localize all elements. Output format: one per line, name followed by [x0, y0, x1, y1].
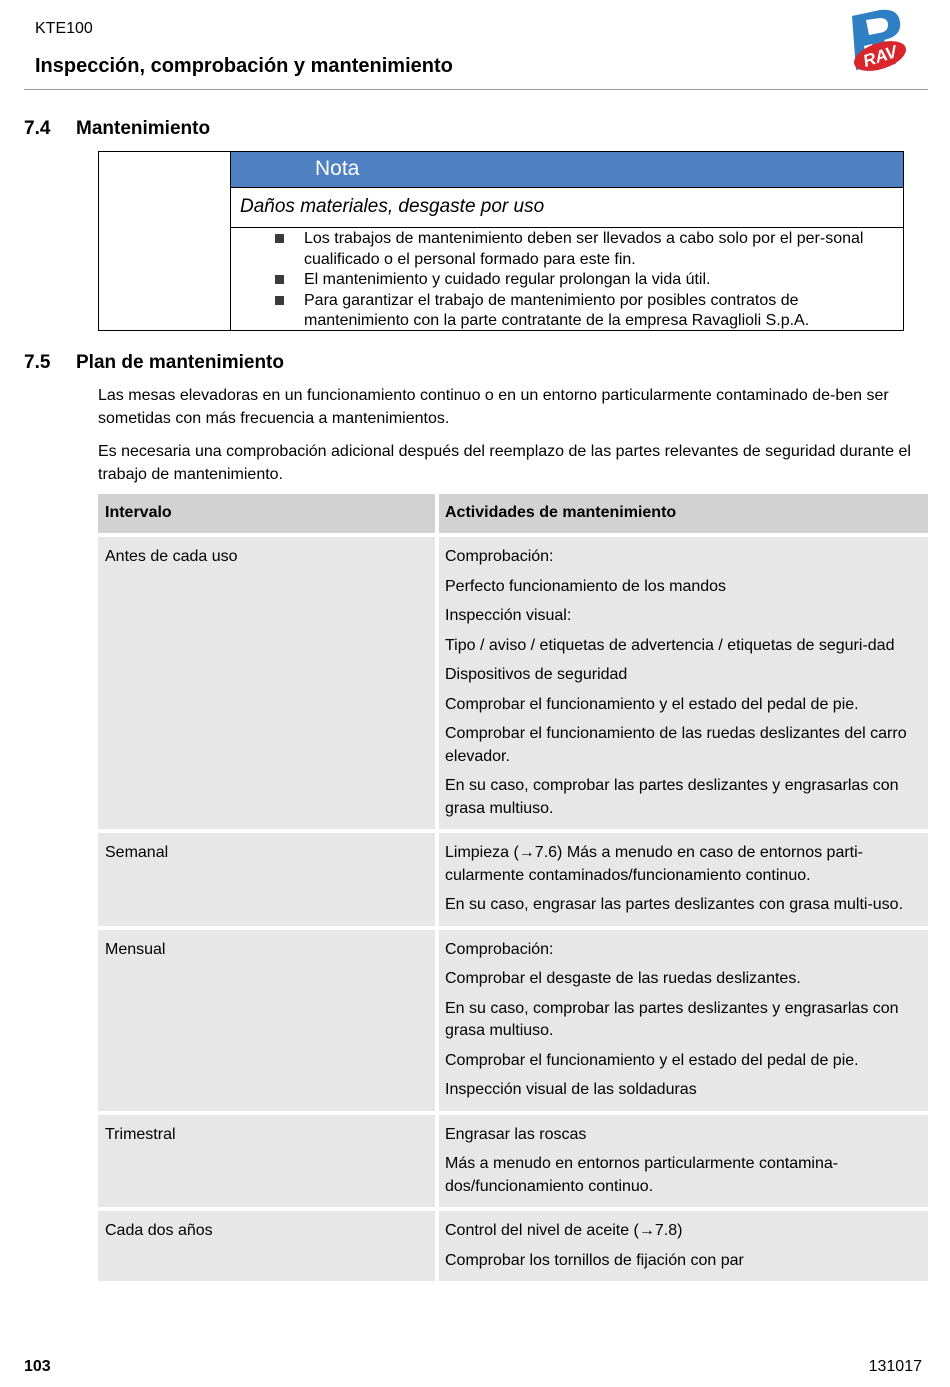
document-code: 131017 — [868, 1358, 922, 1375]
table-row — [98, 1211, 928, 1281]
note-subtitle — [231, 188, 903, 228]
activity-item: Comprobar los tornillos de fijación con par — [445, 1251, 744, 1269]
activity-item: Comprobación: — [445, 548, 554, 565]
interval-cell: Trimestral — [98, 1115, 435, 1208]
note-list-item: Los trabajos de mantenimiento deben ser llevados a cabo solo por el per-sonal cualificado o el personal formado para este fin. — [231, 229, 903, 270]
column-header-interval: Intervalo — [98, 494, 435, 533]
table-header-row — [98, 494, 928, 533]
column-header-activities: Actividades de mantenimiento — [439, 494, 928, 533]
activities-cell — [439, 833, 928, 926]
interval-cell: Antes de cada uso — [98, 537, 435, 829]
logo-text: RAV — [860, 42, 900, 71]
activity-item: En su caso, engrasar las partes deslizantes con grasa multi-uso. — [445, 896, 904, 913]
activity-item: Engrasar las roscas — [445, 1125, 587, 1143]
activity-item: En su caso, comprobar las partes deslizantes y engrasarlas con grasa multiuso. — [445, 999, 899, 1039]
activity-item: Limpieza (→7.6) Más a menudo en caso de entornos parti-cularmente contaminados/funcionamiento continuo. — [445, 844, 863, 884]
section-number: 7.5 — [24, 352, 51, 373]
note-header — [231, 152, 903, 188]
note-list-item: El mantenimiento y cuidado regular prolongan la vida útil. — [231, 270, 903, 291]
maintenance-table — [98, 494, 928, 1285]
activities-cell — [439, 1115, 928, 1208]
activity-item: Tipo / aviso / etiquetas de advertencia / etiquetas de seguri-dad — [445, 636, 895, 654]
activity-item: Perfecto funcionamiento de los mandos — [445, 577, 727, 595]
interval-cell: Cada dos años — [98, 1211, 435, 1281]
activity-item: Dispositivos de seguridad — [445, 666, 628, 683]
activity-item: Comprobación: — [445, 940, 554, 958]
table-row — [98, 833, 928, 926]
interval-cell: Mensual — [98, 930, 435, 1111]
note-box — [98, 151, 904, 331]
table-row — [98, 930, 928, 1111]
table-row — [98, 537, 928, 829]
interval-cell: Semanal — [98, 833, 435, 926]
square-bullet-icon — [275, 296, 284, 305]
page-number: 103 — [24, 1358, 51, 1375]
activity-item: En su caso, comprobar las partes deslizantes y engrasarlas con grasa multiuso. — [445, 777, 899, 817]
note-header-label: Nota — [315, 157, 360, 180]
note-list — [231, 228, 903, 332]
activities-cell — [439, 930, 928, 1111]
section-title: Mantenimiento — [76, 118, 211, 139]
section-title: Plan de mantenimiento — [76, 352, 284, 373]
section-number: 7.4 — [24, 118, 51, 139]
activities-cell — [439, 537, 928, 829]
note-subtitle-text: Daños materiales, desgaste por uso — [240, 196, 545, 217]
note-list-item: Para garantizar el trabajo de mantenimiento por posibles contratos de mantenimiento con la parte contratante de la empresa Ravaglioli S.p.A. — [231, 291, 903, 332]
activity-item: Comprobar el desgaste de las ruedas deslizantes. — [445, 970, 801, 987]
activity-item: Comprobar el funcionamiento y el estado del pedal de pie. — [445, 1051, 859, 1069]
activity-item: Inspección visual de las soldaduras — [445, 1081, 697, 1098]
chapter-title: Inspección, comprobación y mantenimiento — [35, 55, 453, 77]
table-row — [98, 1115, 928, 1208]
document-model: KTE100 — [35, 20, 93, 37]
safety-paragraph: Es necesaria una comprobación adicional después del reemplazo de las partes relevantes de seguridad durante el trabajo de mantenimiento. — [98, 443, 911, 483]
activity-item: Inspección visual: — [445, 607, 572, 624]
rav-logo-icon — [846, 6, 910, 76]
activity-item: Control del nivel de aceite (→7.8) — [445, 1222, 683, 1239]
activity-item: Comprobar el funcionamiento y el estado del pedal de pie. — [445, 695, 859, 713]
activity-item: Más a menudo en entornos particularmente contamina-dos/funcionamiento continuo. — [445, 1155, 839, 1195]
activity-item: Comprobar el funcionamiento de las ruedas deslizantes del carro elevador. — [445, 725, 907, 765]
header-divider — [24, 89, 928, 90]
square-bullet-icon — [275, 234, 284, 243]
square-bullet-icon — [275, 275, 284, 284]
note-icon-area — [99, 152, 231, 330]
intro-paragraph: Las mesas elevadoras en un funcionamiento continuo o en un entorno particularmente contaminado de-ben ser sometidas con más frecuencia a mantenimientos. — [98, 387, 889, 427]
activities-cell — [439, 1211, 928, 1281]
